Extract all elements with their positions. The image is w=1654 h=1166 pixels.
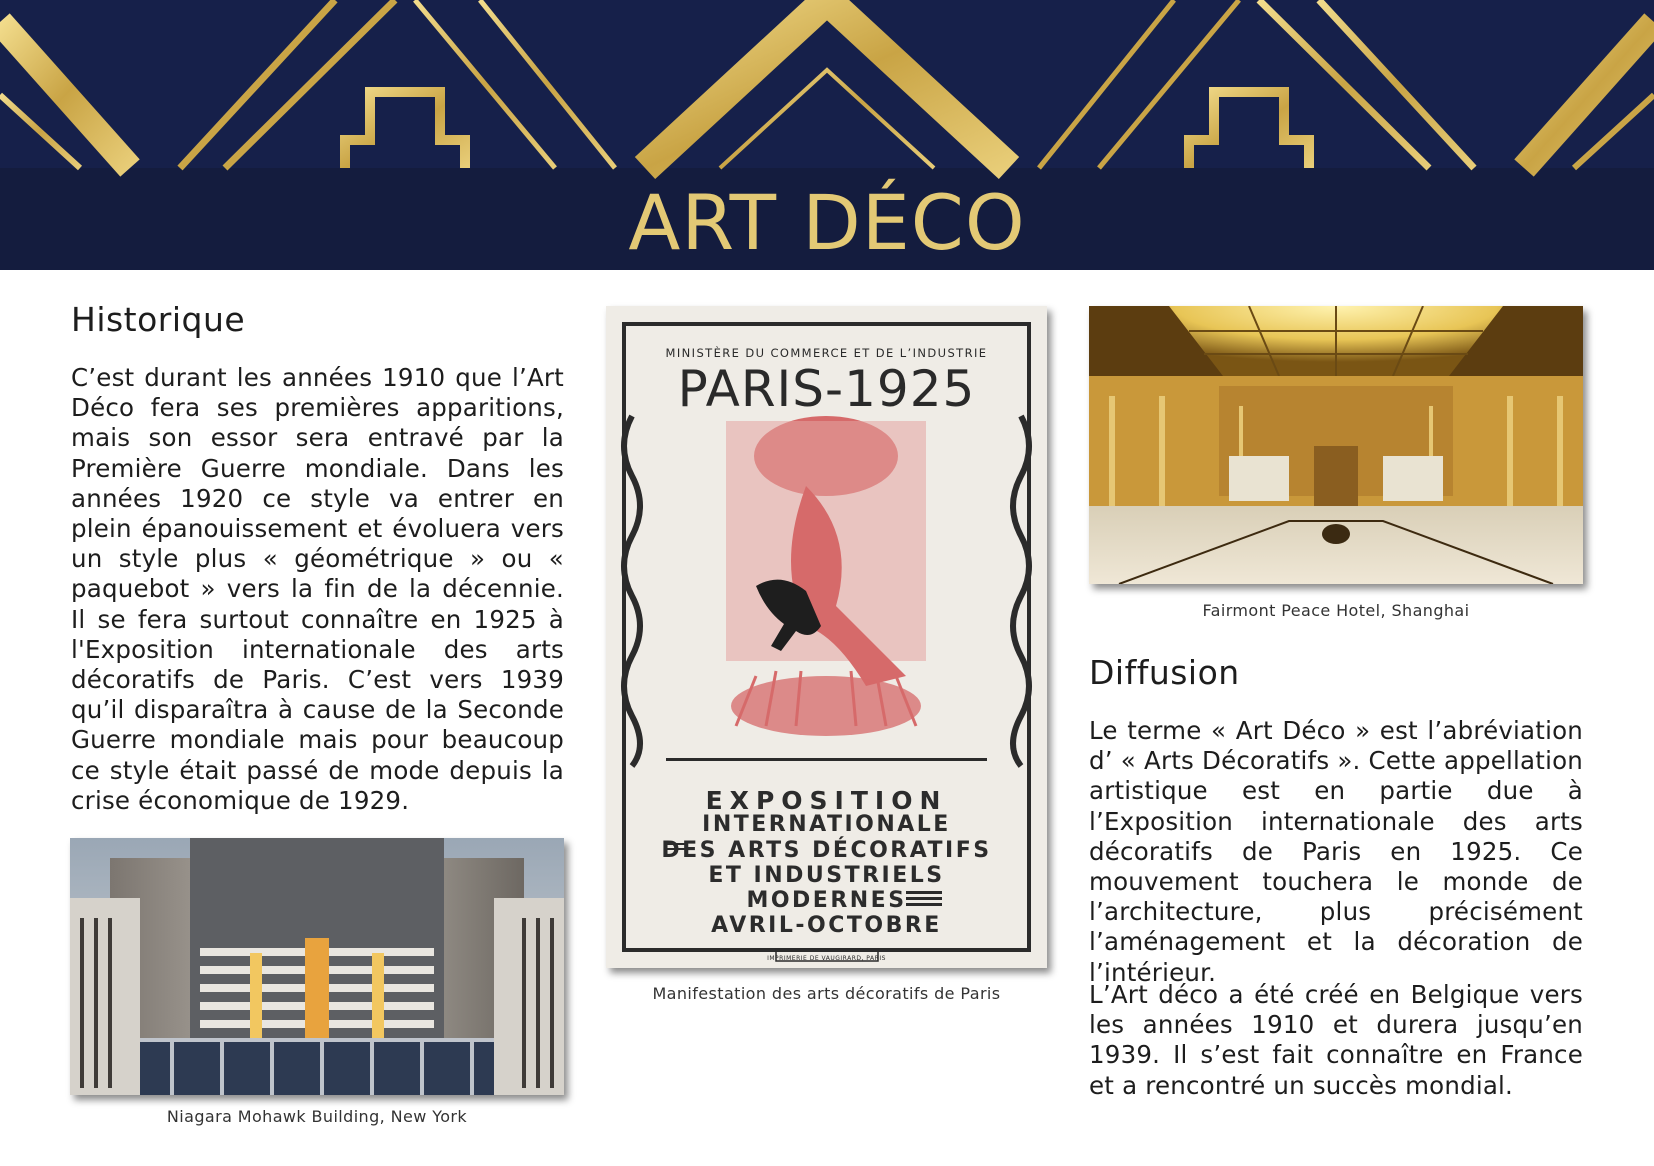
exposition-poster bbox=[606, 306, 1047, 968]
poster-line-arts: DES ARTS DÉCORATIFS bbox=[661, 838, 992, 863]
diffusion-heading: Diffusion bbox=[1089, 653, 1240, 692]
poster-line-modernes: MODERNES bbox=[746, 888, 907, 913]
fairmont-hotel-photo bbox=[1089, 306, 1583, 584]
niagara-caption: Niagara Mohawk Building, New York bbox=[166, 1107, 468, 1126]
diffusion-paragraph-1: Le terme « Art Déco » est l’abréviation d’ « Arts Décoratifs ». Cette appellation artistique est en partie due à l’Exposition internationale des arts décoratifs de Paris en 1925. Ce mouvement touchera le monde de l’architecture, plus précisément l’aménagement et la décoration de l’intérieur. bbox=[1089, 716, 1583, 987]
poster-line-dates: AVRIL-OCTOBRE bbox=[711, 913, 942, 938]
historique-text: C’est durant les années 1910 que l’Art Déco fera ses premières apparitions, mais son essor sera entravé par la Première Guerre mondiale. Dans les années 1920 ce style va entrer en plein épanouissement et évoluera vers un style plus « géométrique » ou « paquebot » vers la fin de la décennie. Il se fera surtout connaître en 1925 à l'Exposition internationale des arts décoratifs de Paris. C’est vers 1939 qu’il disparaîtra à cause de la Seconde Guerre mondiale mais pour beaucoup ce style était passé de mode depuis la crise économique de 1929. bbox=[71, 363, 564, 815]
poster-line-industriels: ET INDUSTRIELS bbox=[708, 863, 945, 888]
poster-line-exposition: EXPOSITION bbox=[705, 786, 948, 815]
hotel-caption: Fairmont Peace Hotel, Shanghai bbox=[1202, 601, 1470, 620]
diffusion-paragraph-2: L’Art déco a été créé en Belgique vers les années 1910 et durera jusqu’en 1939. Il s’est fait connaître en France et a rencontré un succès mondial. bbox=[1089, 980, 1583, 1100]
page-title: ART DÉCO bbox=[628, 178, 1026, 267]
niagara-mohawk-photo bbox=[70, 838, 564, 1095]
poster-caption: Manifestation des arts décoratifs de Paris bbox=[652, 984, 1001, 1003]
header-banner bbox=[0, 0, 1654, 270]
poster-imprimerie: IMPRIMERIE DE VAUGIRARD, PARIS bbox=[767, 955, 886, 962]
poster-line-internationale: INTERNATIONALE bbox=[702, 812, 951, 837]
historique-heading: Historique bbox=[71, 300, 246, 339]
poster-ministere: MINISTÈRE DU COMMERCE ET DE L’INDUSTRIE bbox=[665, 346, 988, 360]
poster-paris-1925: PARIS-1925 bbox=[677, 360, 976, 418]
